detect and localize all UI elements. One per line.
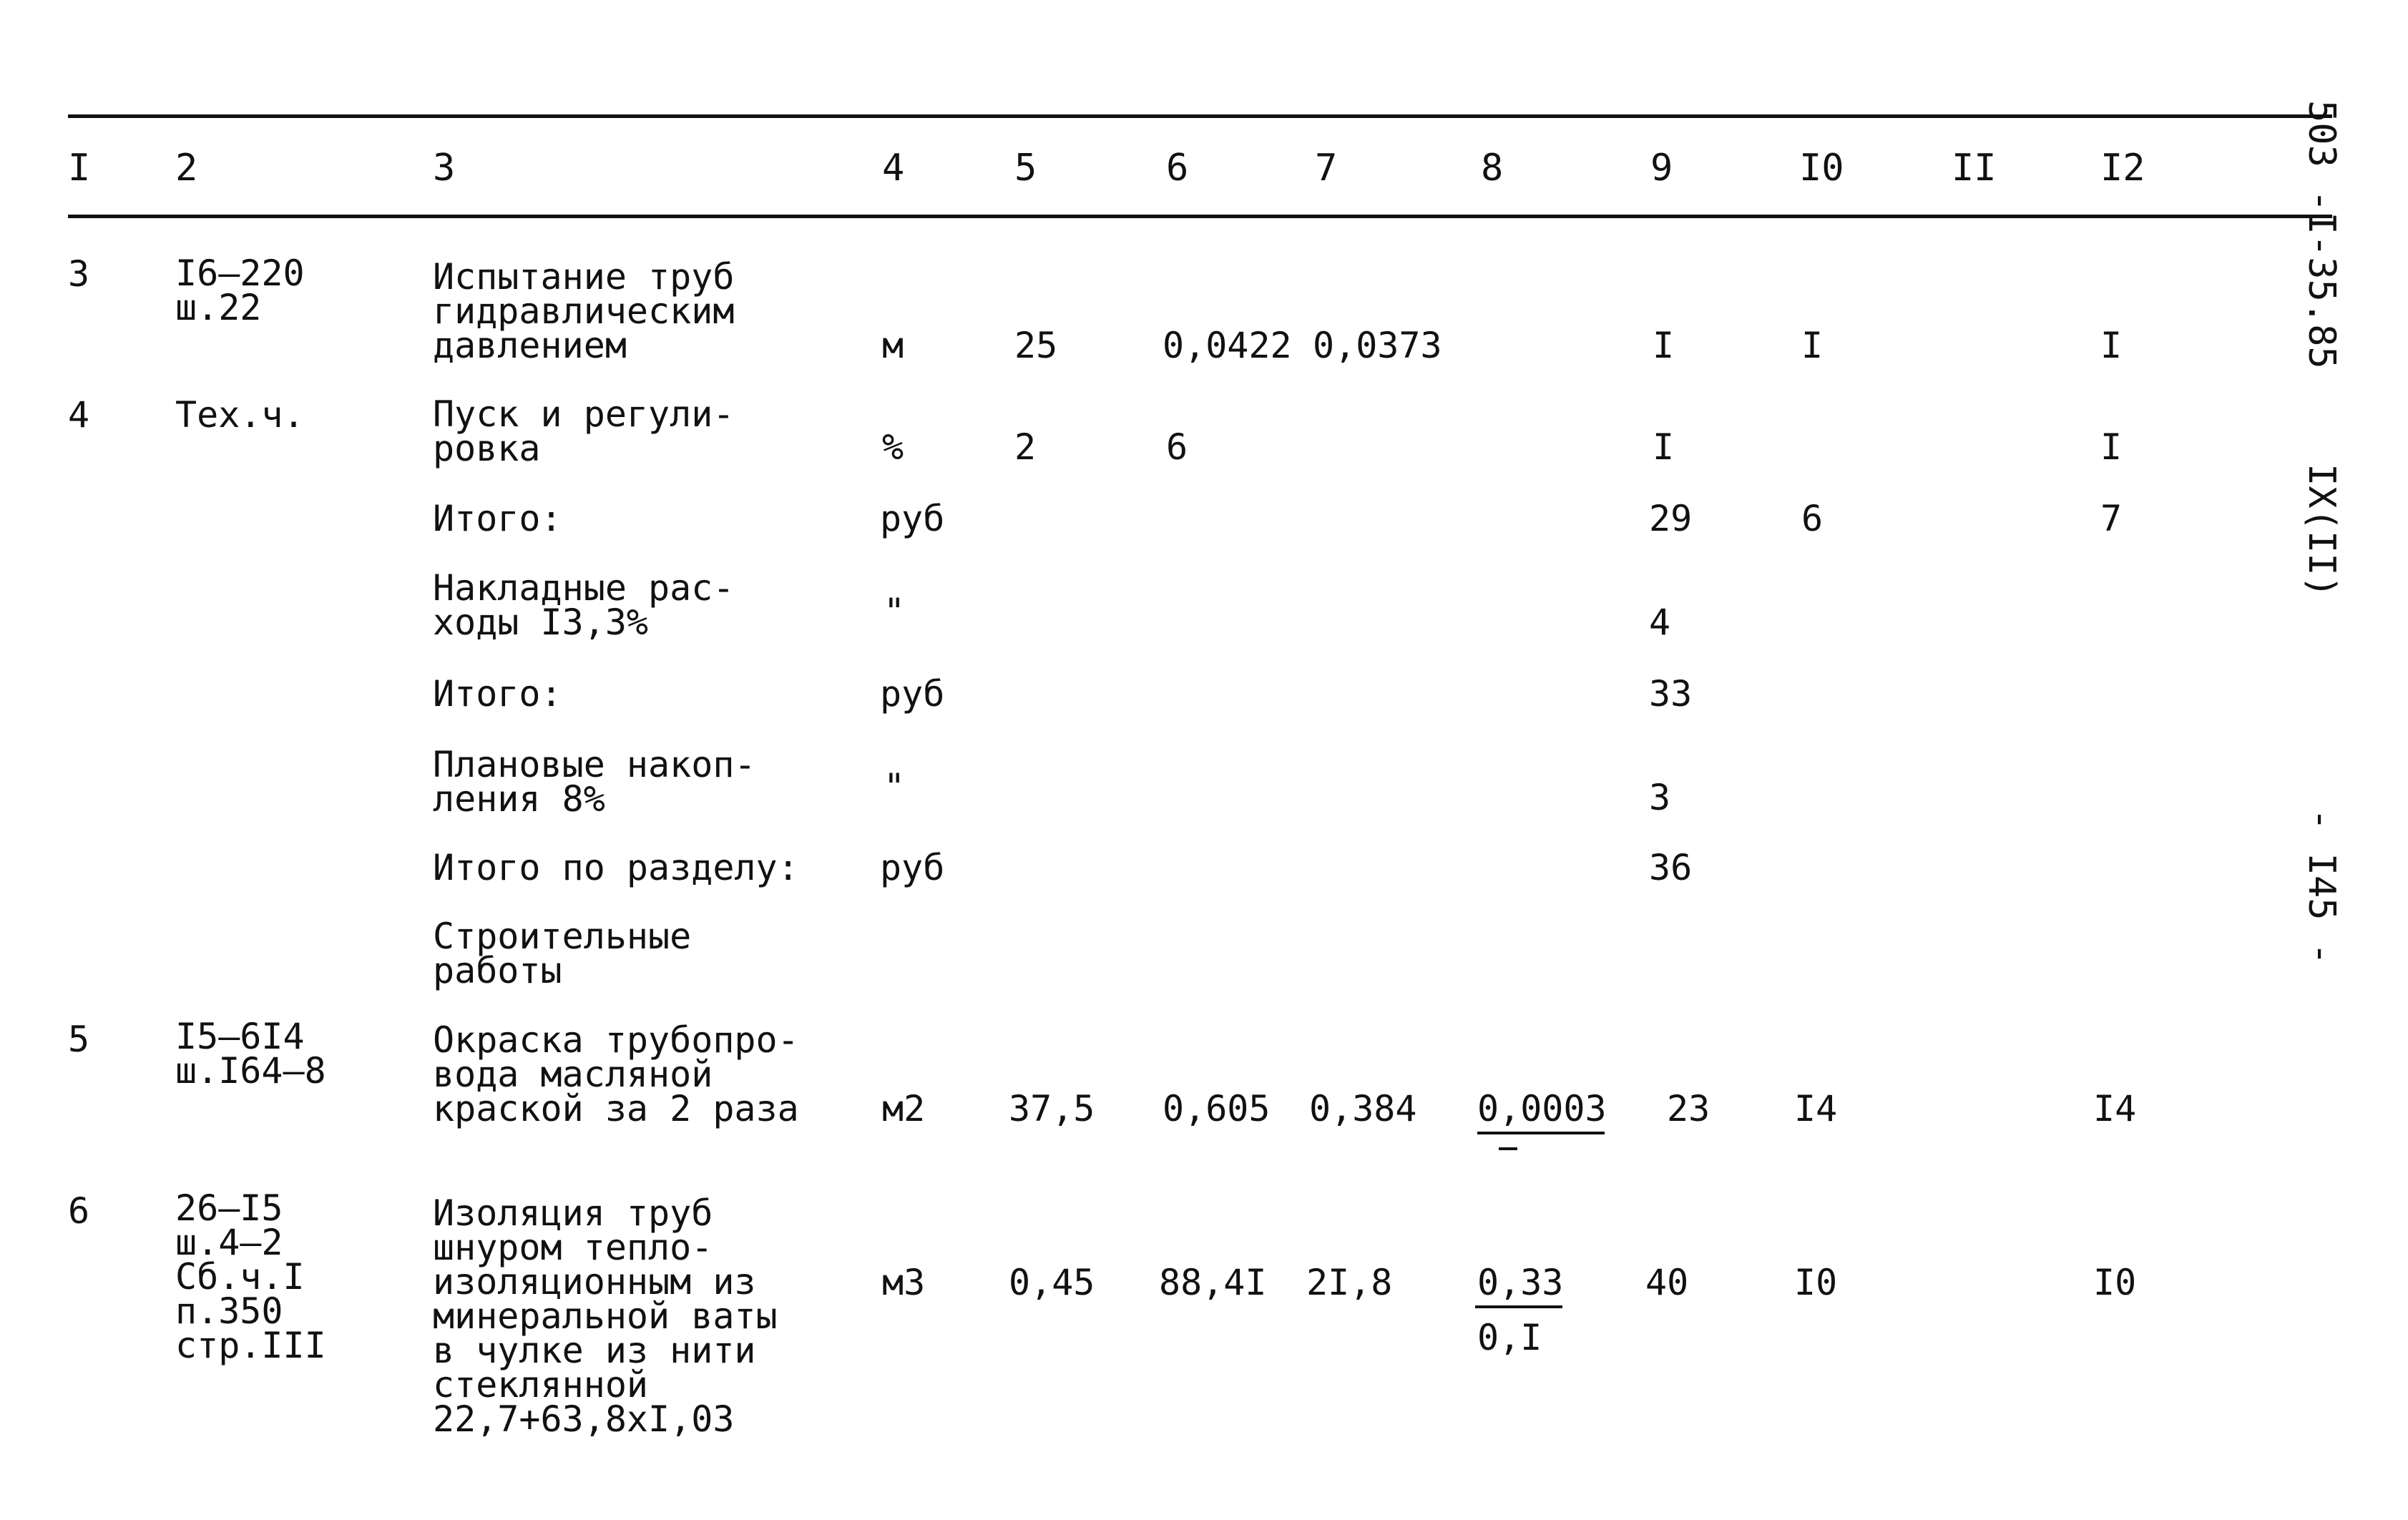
row-unit: м3 [882, 1262, 926, 1303]
row-col6: 6 [1166, 426, 1188, 468]
row-number: 3 [68, 253, 90, 295]
row-col9: I [1653, 426, 1675, 468]
row-description: Итого: [433, 498, 562, 539]
row-col8-denominator: 0,I [1477, 1317, 1542, 1358]
col-header-9: 9 [1650, 147, 1673, 190]
row-col9: 36 [1649, 847, 1693, 888]
row-quantity: 2 [1014, 426, 1037, 468]
row-code: 26–I5 ш.4–2 Сб.ч.I п.350 стр.III [175, 1187, 326, 1366]
col-header-4: 4 [882, 147, 905, 190]
fraction-bar [1475, 1305, 1562, 1308]
row-col6: 88,4I [1159, 1262, 1267, 1303]
row-unit: м [882, 325, 904, 366]
row-col9: 23 [1667, 1088, 1710, 1129]
page-number: - I45 - [2300, 808, 2343, 966]
row-unit: руб [880, 673, 945, 715]
row-col9: 40 [1645, 1262, 1689, 1303]
row-col6: 0,605 [1163, 1088, 1271, 1129]
row-number: 4 [68, 394, 90, 436]
row-unit: руб [880, 498, 945, 539]
row-number: 5 [68, 1019, 90, 1060]
row-description: Изоляция труб шнуром тепло- изоляционным из минеральной ваты в чулке из нити стеклянной 22,7+63,8хI,03 [433, 1192, 778, 1440]
col-header-5: 5 [1014, 147, 1037, 190]
row-quantity: 37,5 [1009, 1088, 1095, 1129]
row-number: 6 [68, 1190, 90, 1232]
row-description: Окраска трубопро- вода масляной краской за 2 раза [433, 1019, 799, 1129]
row-col10: 6 [1801, 498, 1824, 539]
row-col7: 2I,8 [1306, 1262, 1393, 1303]
row-unit: % [882, 426, 904, 468]
row-unit: м2 [882, 1088, 926, 1129]
row-col12: I [2100, 426, 2123, 468]
col-header-7: 7 [1315, 147, 1338, 190]
row-unit: " [884, 591, 906, 632]
col-header-11: II [1952, 147, 1997, 190]
row-col12: I [2100, 325, 2123, 366]
row-description: Пуск и регули- ровка [433, 393, 735, 469]
row-code: I6–220 ш.22 [175, 252, 305, 328]
row-quantity: 0,45 [1009, 1262, 1095, 1303]
row-col12: I0 [2093, 1262, 2137, 1303]
row-col10: I0 [1794, 1262, 1838, 1303]
col-header-6: 6 [1166, 147, 1189, 190]
header-bottom-rule [68, 215, 2332, 218]
row-description: Итого по разделу: [433, 847, 799, 888]
row-col9: I [1653, 325, 1675, 366]
row-col8: 0,0003 [1477, 1088, 1607, 1129]
row-quantity: 25 [1014, 325, 1058, 366]
col-header-8: 8 [1481, 147, 1504, 190]
row-col7: 0,384 [1309, 1088, 1417, 1129]
row-col12: I4 [2093, 1088, 2137, 1129]
row-col9: 29 [1649, 498, 1693, 539]
col-header-2: 2 [175, 147, 198, 190]
row-col9: 33 [1649, 673, 1693, 715]
header-top-rule [68, 114, 2332, 118]
doc-code: 503 -I-35.85 [2300, 100, 2343, 369]
row-col10: I4 [1794, 1088, 1838, 1129]
row-description: Плановые накоп- ления 8% [433, 744, 756, 820]
row-unit: " [884, 766, 906, 808]
row-code: I5–6I4 ш.I64–8 [175, 1016, 326, 1092]
row-col9: 3 [1649, 777, 1671, 818]
row-col12: 7 [2100, 498, 2123, 539]
section-number: IX(II) [2300, 464, 2343, 598]
row-description: Испытание труб гидравлическим давлением [433, 256, 735, 366]
col-header-10: I0 [1799, 147, 1844, 190]
row-col8-numerator: 0,33 [1477, 1262, 1564, 1303]
underline [1477, 1132, 1605, 1134]
col-header-12: I2 [2100, 147, 2145, 190]
col-header-1: I [68, 147, 91, 190]
row-col6: 0,0422 [1163, 325, 1292, 366]
row-description: Накладные рас- ходы I3,3% [433, 567, 735, 643]
row-col10: I [1801, 325, 1824, 366]
row-col7: 0,0373 [1313, 325, 1442, 366]
row-unit: руб [880, 847, 945, 888]
row-code: Тех.ч. [175, 394, 305, 436]
section-heading: Строительные работы [433, 916, 692, 991]
row-description: Итого: [433, 673, 562, 715]
col-header-3: 3 [433, 147, 456, 190]
row-col9: 4 [1649, 602, 1671, 643]
underline [1499, 1147, 1517, 1150]
